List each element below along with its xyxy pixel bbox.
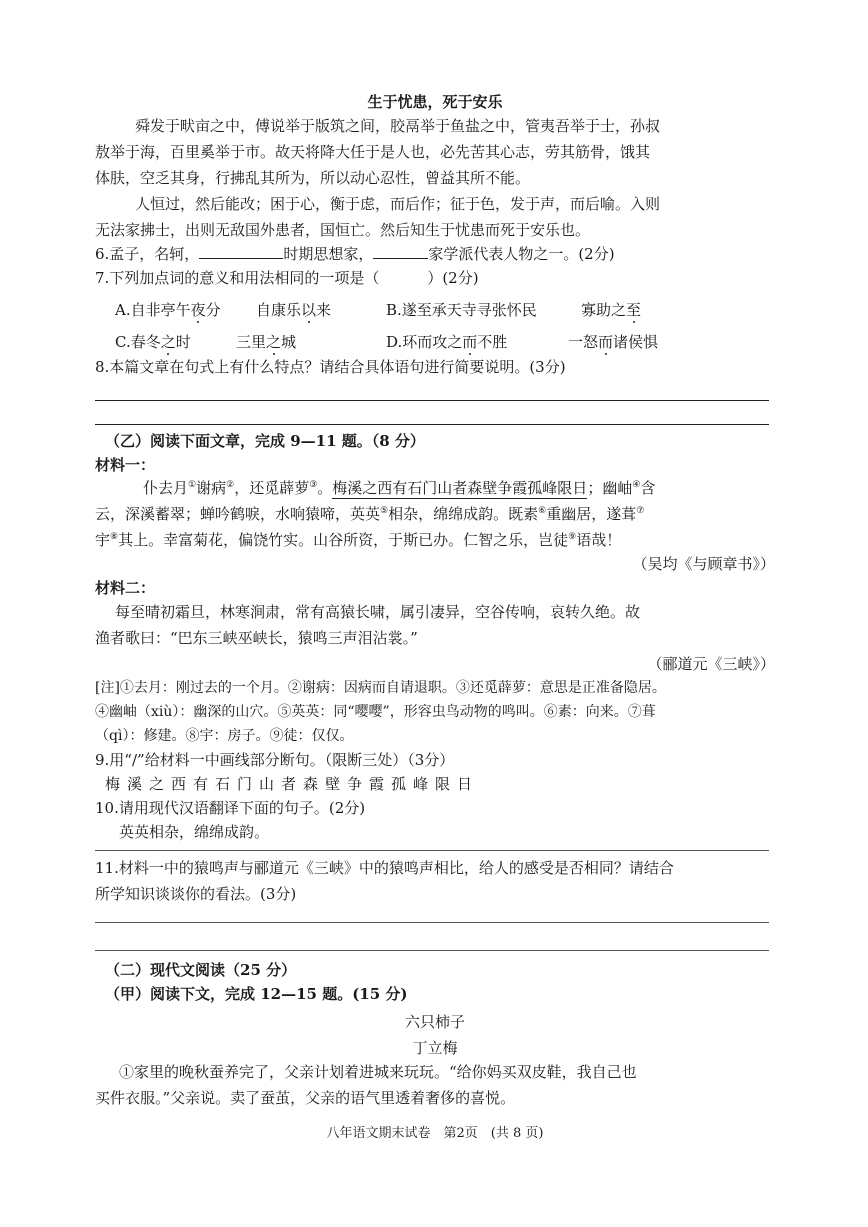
story-title: 六只柿子: [404, 1013, 465, 1031]
option-c[interactable]: C.春冬之时: [115, 333, 191, 351]
answer-blank[interactable]: [199, 244, 283, 259]
answer-line[interactable]: [95, 850, 769, 851]
material-1-label: 材料一：: [95, 456, 156, 474]
answer-blank[interactable]: [373, 244, 428, 259]
option-b-2: 寡助之至: [581, 301, 642, 319]
material-1-source: （吴均《与顾章书》）: [632, 555, 775, 573]
notes-line: （qì）：修建。⑧宇：房子。⑨徒：仅仅。: [95, 728, 354, 744]
notes-line: [注]①去月：刚过去的一个月。②谢病：因病而自请退职。③还觅薜萝：意思是正准备隐居。: [95, 680, 666, 696]
material-2-label: 材料二：: [95, 579, 156, 597]
story-author: 丁立梅: [412, 1039, 458, 1057]
answer-line[interactable]: [95, 922, 769, 923]
question-11-line: 所学知识谈谈你的看法。(3分): [95, 885, 297, 903]
section-a-heading: （甲）阅读下文，完成 12—15 题。(15 分): [105, 985, 408, 1003]
option-d[interactable]: D.环而攻之而不胜: [386, 333, 508, 351]
question-10: 10.请用现代汉语翻译下面的句子。(2分): [95, 799, 366, 817]
passage-line: 敖举于海，百里奚举于市。故天将降大任于是人也，必先苦其心志，劳其筋骨，饿其: [95, 143, 651, 161]
option-a[interactable]: A.自非亭午夜分: [115, 301, 221, 319]
section-b-heading: （乙）阅读下面文章，完成 9—11 题。（8 分）: [105, 432, 425, 450]
passage-line: 人恒过，然后能改；困于心，衡于虑，而后作；征于色，发于声，而后喻。入则: [135, 195, 661, 213]
notes-line: ④幽岫（xiù）：幽深的山穴。⑤英英：同“嘤嘤”，形容虫鸟动物的鸣叫。⑥素：向来。⑦葺: [95, 704, 656, 720]
answer-line[interactable]: [95, 950, 769, 951]
question-8: 8.本篇文章在句式上有什么特点？请结合具体语句进行简要说明。(3分): [95, 358, 566, 376]
material-2-line: 每至晴初霜旦，林寒涧肃，常有高猿长啸，属引凄异，空谷传响，哀转久绝。故: [115, 603, 641, 621]
page-footer: 八年语文期末试卷 第2页 (共 8 页): [326, 1126, 544, 1141]
material-1-line: 云，深溪蓄翠；蝉吟鹤唳，水响猿啼，英英⑤相杂，绵绵成韵。既素⑥重幽居，遂葺⑦: [95, 505, 645, 523]
material-1-line: 仆去月①谢病②，还觅薜萝③。梅溪之西有石门山者森壁争霞孤峰限日；幽岫④含: [143, 479, 656, 497]
question-9: 9.用“/”给材料一中画线部分断句。（限断三处）（3分）: [95, 751, 455, 769]
passage-line: 体肤，空乏其身，行拂乱其所为，所以动心忍性，曾益其所不能。: [95, 169, 531, 187]
passage-line: 无法家拂士，出则无敌国外患者，国恒亡。然后知生于忧患而死于安乐也。: [95, 221, 591, 239]
option-b[interactable]: B.遂至承天寺寻张怀民: [386, 301, 537, 319]
section-ii-heading: （二）现代文阅读（25 分）: [105, 961, 297, 979]
underlined-sentence: 梅溪之西有石门山者森壁争霞孤峰限日: [332, 479, 588, 497]
option-d-2: 一怒而诸侯惧: [568, 333, 659, 351]
question-7: 7.下列加点词的意义和用法相同的一项是（ ）(2分): [95, 269, 479, 287]
option-a-2: 自康乐以来: [256, 301, 332, 319]
question-6: 6.孟子，名轲， 时期思想家， 家学派代表人物之一。(2分): [95, 245, 615, 263]
option-c-2: 三里之城: [236, 333, 297, 351]
answer-line[interactable]: [95, 424, 769, 425]
question-9-sentence[interactable]: 梅溪之西有石门山者森壁争霞孤峰限日: [105, 775, 480, 793]
material-2-source: （郦道元《三峡》）: [647, 655, 775, 673]
story-line: 买件衣服。”父亲说。卖了蚕茧，父亲的语气里透着奢侈的喜悦。: [95, 1089, 516, 1107]
question-10-sentence: 英英相杂，绵绵成韵。: [119, 823, 270, 841]
material-1-line: 宇⑧其上。幸富菊花，偏饶竹实。山谷所资，于斯已办。仁智之乐，岂徒⑨语哉！: [95, 531, 622, 549]
answer-line[interactable]: [95, 400, 769, 401]
story-line: ①家里的晚秋蚕养完了，父亲计划着进城来玩玩。“给你妈买双皮鞋，我自己也: [119, 1063, 637, 1081]
question-11-line: 11.材料一中的猿鸣声与郦道元《三峡》中的猿鸣声相比，给人的感受是否相同？请结合: [95, 859, 674, 877]
material-2-line: 渔者歌曰：“巴东三峡巫峡长，猿鸣三声泪沾裳。”: [95, 629, 418, 647]
passage-line: 舜发于畎亩之中，傅说举于版筑之间，胶鬲举于鱼盐之中，管夷吾举于士，孙叔: [135, 117, 661, 135]
passage-title: 生于忧患，死于安乐: [367, 93, 503, 111]
